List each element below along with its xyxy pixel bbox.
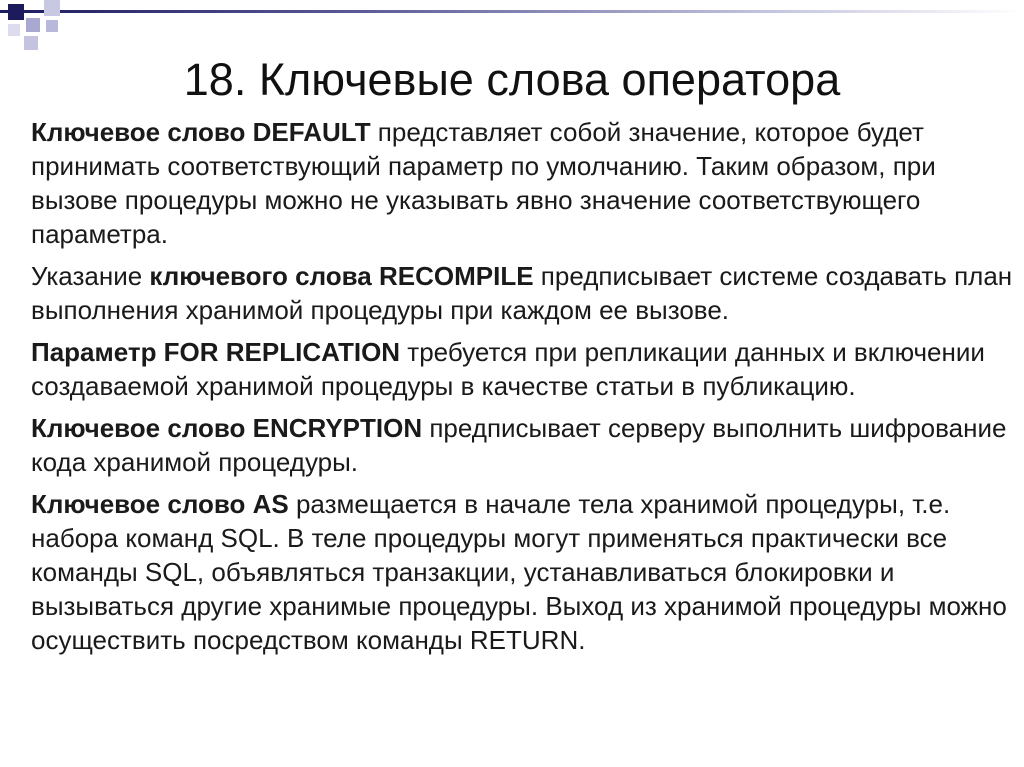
decor-square-lavender-small	[46, 20, 58, 32]
paragraph-as	[31, 487, 1021, 657]
keyword-encryption: Ключевое слово ENCRYPTION	[31, 413, 423, 443]
paragraph-lead: Указание	[31, 261, 150, 291]
keyword-default: Ключевое слово DEFAULT	[31, 117, 371, 147]
slide-body	[31, 115, 1021, 665]
paragraph-text: предписывает системе создавать план выполнения хранимой процедуры при каждом ее вызове.	[31, 261, 1013, 325]
paragraph-recompile	[31, 259, 1021, 327]
decor-square-lavender-top	[44, 0, 60, 16]
keyword-recompile: ключевого слова RECOMPILE	[149, 261, 534, 291]
decor-square-navy	[8, 4, 24, 20]
paragraph-text: размещается в начале тела хранимой процедуры, т.е. набора команд SQL. В теле процедуры могут применяться практически все команды SQL, объявляться транзакции, устанавливаться блокировки и вызываться другие хранимые процедуры. Выход из хранимой процедуры можно осуществить посредством команды RETURN.	[31, 489, 1007, 655]
header-decoration	[0, 0, 1024, 60]
decor-square-light	[8, 24, 20, 36]
paragraph-encryption	[31, 411, 1021, 479]
paragraph-text: предписывает серверу выполнить шифрование кода хранимой процедуры.	[31, 413, 1007, 477]
paragraph-text: представляет собой значение, которое будет принимать соответствующий параметр по умолчанию. Таким образом, при вызове процедуры можно не указывать явно значение соответствующего параметра.	[31, 117, 936, 249]
keyword-for-replication: Параметр FOR REPLICATION	[31, 337, 401, 367]
decor-square-lavender-mid	[26, 18, 40, 32]
slide-title: 18. Ключевые слова оператора	[183, 54, 841, 105]
header-gradient-bar	[0, 10, 1024, 13]
paragraph-text: требуется при репликации данных и включении создаваемой хранимой процедуры в качестве статьи в публикацию.	[31, 337, 985, 401]
keyword-as: Ключевое слово AS	[31, 489, 289, 519]
paragraph-for-replication	[31, 335, 1021, 403]
paragraph-default	[31, 115, 1021, 251]
decor-square-lavender-bottom	[24, 36, 38, 50]
